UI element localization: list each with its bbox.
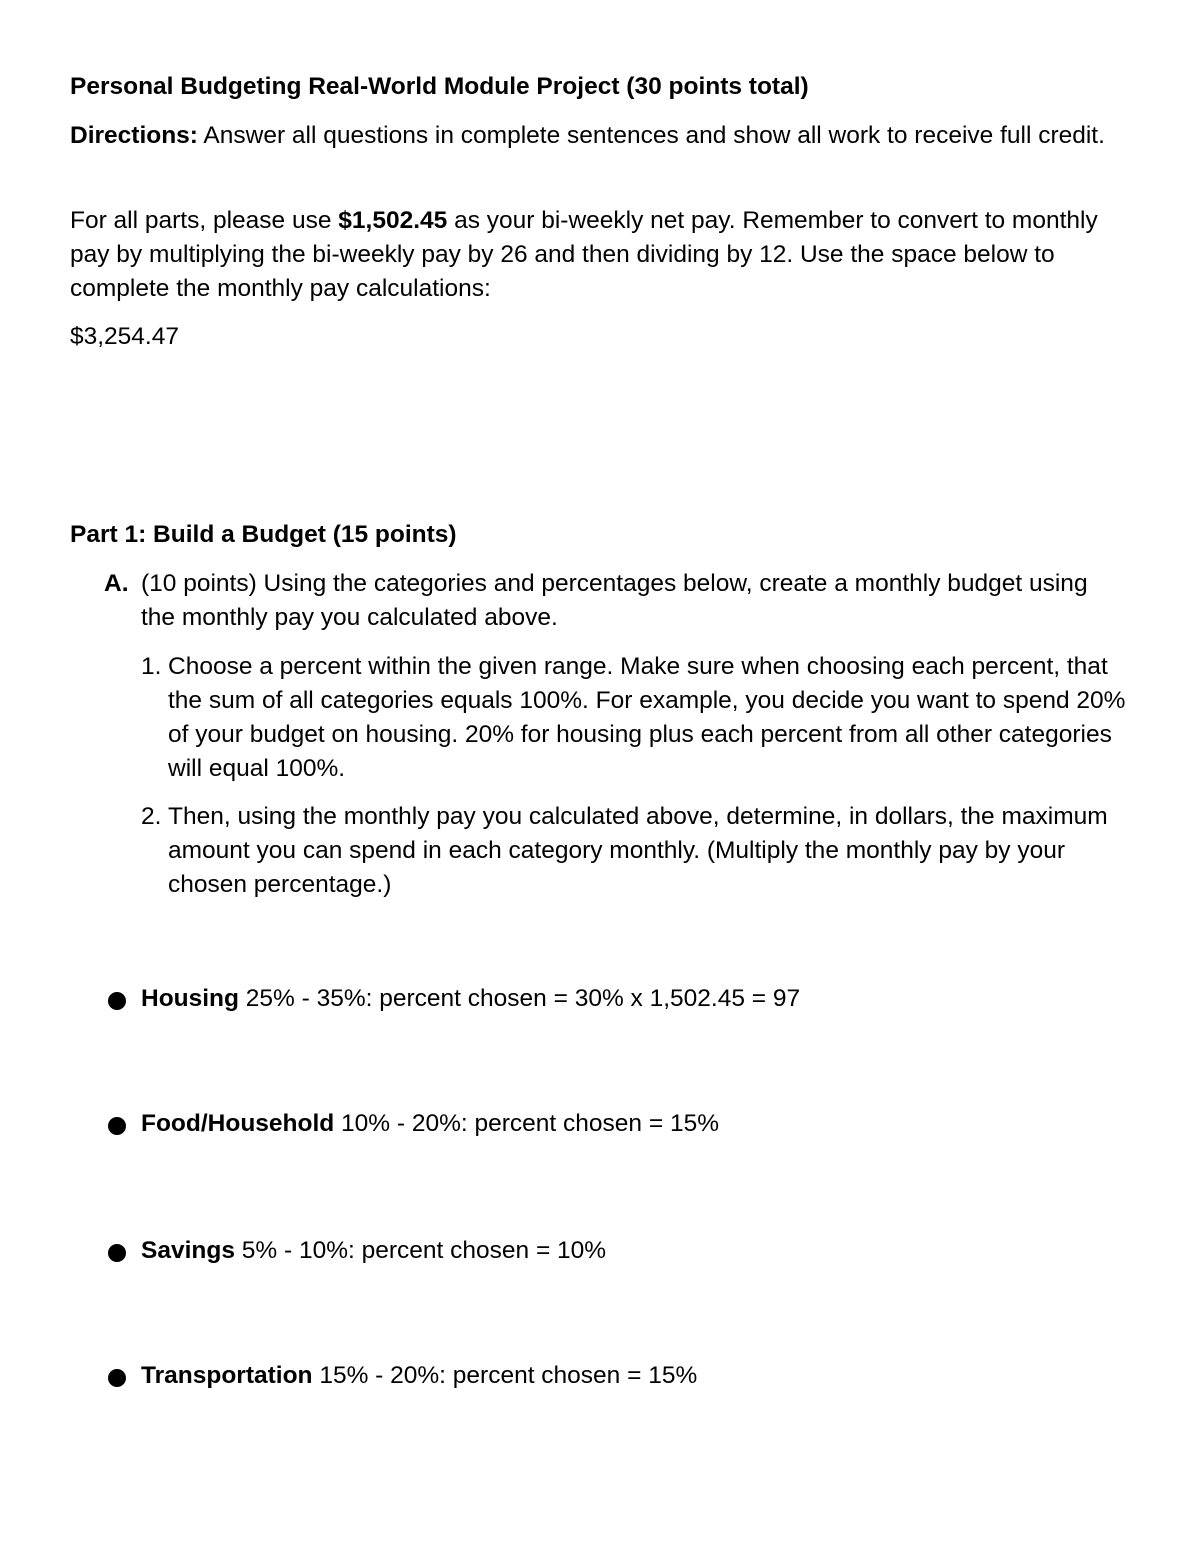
step-2-number: 2. bbox=[141, 803, 162, 830]
category-savings bbox=[106, 1234, 1106, 1268]
category-food-household-label: Food/Household bbox=[141, 1110, 335, 1137]
instructions-before: For all parts, please use bbox=[70, 207, 339, 234]
question-a bbox=[104, 567, 1104, 635]
step-1-text: Choose a percent within the given range. Make sure when choosing each percent, that the sum of all categories equals 100%. For example, you decide you want to spend 20% of your budget on housing. 20% for housing plus each percent from all other categories will equal 100%. bbox=[168, 653, 1126, 782]
category-housing-text: 25% - 35%: percent chosen = 30% x 1,502.45 = 97 bbox=[239, 985, 801, 1012]
category-food-household bbox=[106, 1107, 1106, 1141]
category-transportation-text: 15% - 20%: percent chosen = 15% bbox=[312, 1362, 698, 1389]
bullet-dot-icon bbox=[108, 1369, 126, 1387]
directions-text: Answer all questions in complete sentences and show all work to receive full credit. bbox=[197, 122, 1105, 149]
category-housing-label: Housing bbox=[141, 985, 239, 1012]
monthly-pay-answer: $3,254.47 bbox=[70, 323, 179, 350]
category-housing bbox=[106, 982, 1106, 1016]
step-2-text: Then, using the monthly pay you calculated above, determine, in dollars, the maximum amount you can spend in each category monthly. (Multiply the monthly pay by your chosen percentage.) bbox=[168, 803, 1108, 898]
bullet-dot-icon bbox=[108, 992, 126, 1010]
category-food-household-text: 10% - 20%: percent chosen = 15% bbox=[334, 1110, 720, 1137]
step-2 bbox=[141, 800, 1131, 902]
bullet-dot-icon bbox=[108, 1117, 126, 1135]
document-title: Personal Budgeting Real-World Module Project (30 points total) bbox=[70, 73, 809, 100]
step-1-number: 1. bbox=[141, 653, 162, 680]
bullet-dot-icon bbox=[108, 1244, 126, 1262]
directions-paragraph bbox=[70, 119, 1140, 153]
category-transportation-label: Transportation bbox=[141, 1362, 313, 1389]
category-savings-text: 5% - 10%: percent chosen = 10% bbox=[234, 1237, 607, 1264]
instructions-paragraph bbox=[70, 204, 1140, 306]
instructions-after: as your bi-weekly net pay. Remember to convert to monthly pay by multiplying the bi-weekly pay by 26 and then dividing by 12. Use the space below to complete the monthly pay calculations: bbox=[70, 207, 1098, 302]
directions-label: Directions: bbox=[70, 122, 198, 149]
question-a-text: (10 points) Using the categories and percentages below, create a monthly budget using the monthly pay you calculated above. bbox=[141, 570, 1088, 631]
category-transportation bbox=[106, 1359, 1106, 1393]
biweekly-pay-amount: $1,502.45 bbox=[338, 207, 448, 234]
category-savings-label: Savings bbox=[141, 1237, 235, 1264]
part1-heading: Part 1: Build a Budget (15 points) bbox=[70, 521, 457, 548]
step-1 bbox=[141, 650, 1131, 786]
question-a-letter: A. bbox=[104, 570, 129, 597]
